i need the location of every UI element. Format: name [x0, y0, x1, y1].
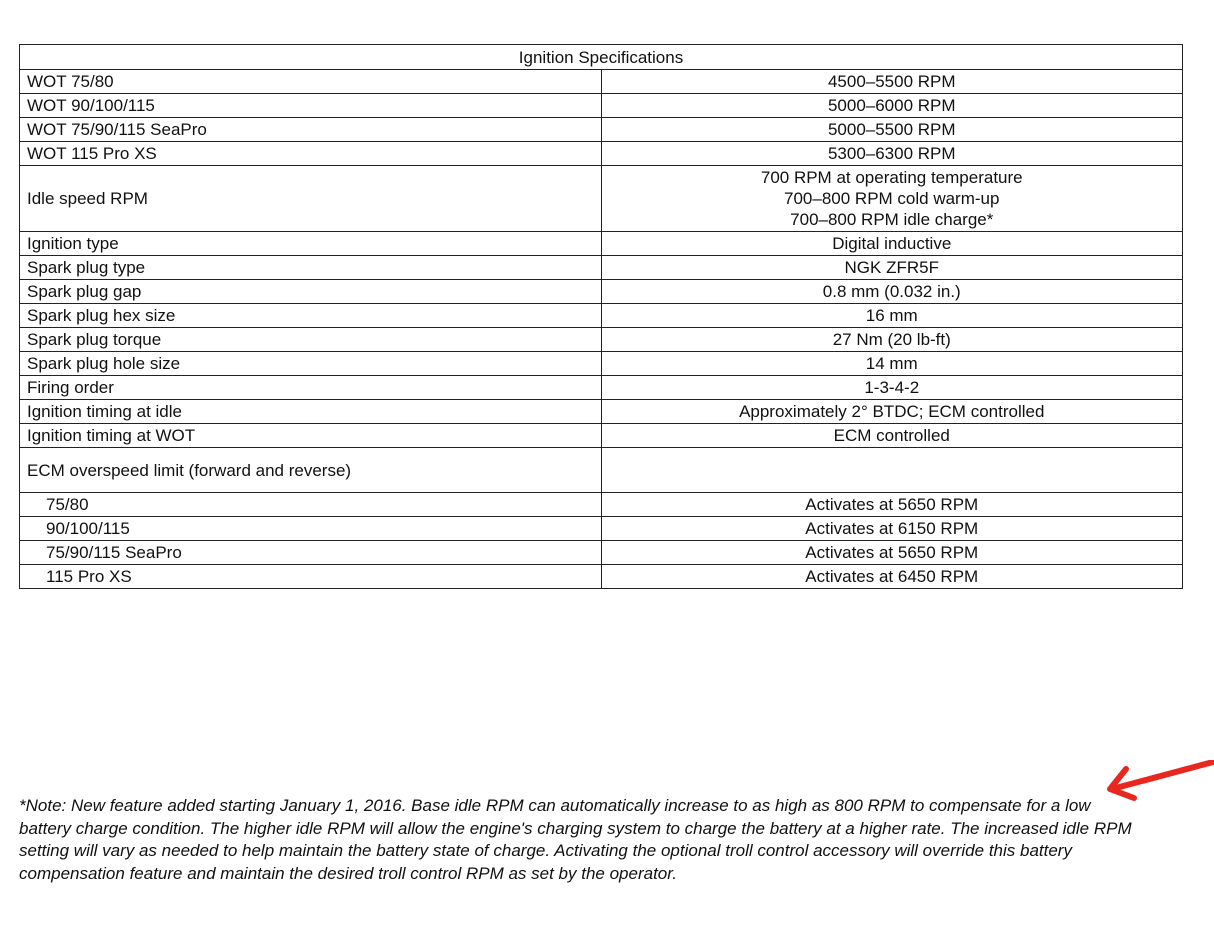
table-row — [20, 493, 1183, 517]
spec-value — [601, 304, 1183, 328]
table-title: Ignition Specifications — [20, 45, 1183, 70]
spec-value-line: Activates at 6150 RPM — [805, 519, 979, 538]
spec-label: ECM overspeed limit (forward and reverse) — [20, 448, 602, 493]
spec-value-line: 700 RPM at operating temperature — [760, 168, 1023, 187]
table-row — [20, 304, 1183, 328]
table-row — [20, 232, 1183, 256]
spec-value — [601, 118, 1183, 142]
spec-value — [601, 94, 1183, 118]
spec-value-line: Digital inductive — [832, 234, 952, 253]
spec-value — [601, 352, 1183, 376]
table-row — [20, 352, 1183, 376]
spec-label: WOT 115 Pro XS — [20, 142, 602, 166]
footnote: *Note: New feature added starting January 1, 2016. Base idle RPM can automatically increase to as high as 800 RPM to compensate for a low battery charge condition. The higher idle RPM will allow the engine's charging system to charge the battery at a higher rate. The increased idle RPM setting will vary as needed to help maintain the battery state of charge. Activating the optional troll control accessory will override this battery compensation feature and maintain the desired troll control RPM as set by the operator. — [19, 796, 1132, 883]
red-arrow-icon — [1100, 760, 1214, 804]
spec-value-line: ECM controlled — [833, 426, 950, 445]
spec-value — [601, 424, 1183, 448]
table-row — [20, 280, 1183, 304]
spec-label: Spark plug hole size — [20, 352, 602, 376]
table-row — [20, 328, 1183, 352]
spec-label: Spark plug hex size — [20, 304, 602, 328]
spec-label: Spark plug gap — [20, 280, 602, 304]
spec-label: Ignition type — [20, 232, 602, 256]
spec-value-line: 1-3-4-2 — [864, 378, 920, 397]
spec-label: Spark plug torque — [20, 328, 602, 352]
table-row — [20, 376, 1183, 400]
table-row — [20, 517, 1183, 541]
spec-value-line: 5000–5500 RPM — [827, 120, 956, 139]
spec-label: Spark plug type — [20, 256, 602, 280]
spec-value — [601, 541, 1183, 565]
spec-value-line: Activates at 6450 RPM — [805, 567, 979, 586]
spec-label: 115 Pro XS — [20, 565, 602, 589]
spec-value — [601, 400, 1183, 424]
spec-label: 75/80 — [20, 493, 602, 517]
spec-value — [601, 448, 1183, 493]
table-row — [20, 565, 1183, 589]
spec-label: 75/90/115 SeaPro — [20, 541, 602, 565]
arrow-shaft — [1112, 762, 1213, 789]
spec-label: WOT 75/80 — [20, 70, 602, 94]
spec-value — [601, 142, 1183, 166]
spec-value-line: 5300–6300 RPM — [827, 144, 956, 163]
spec-value — [601, 517, 1183, 541]
table-row — [20, 94, 1183, 118]
spec-value — [601, 166, 1183, 232]
spec-label: Ignition timing at WOT — [20, 424, 602, 448]
table-title-row — [20, 45, 1183, 70]
spec-value-line: Approximately 2° BTDC; ECM controlled — [739, 402, 1045, 421]
table-row — [20, 541, 1183, 565]
spec-value-line: Activates at 5650 RPM — [805, 543, 979, 562]
spec-value-line: 5000–6000 RPM — [827, 96, 956, 115]
spec-label: Ignition timing at idle — [20, 400, 602, 424]
spec-value — [601, 70, 1183, 94]
spec-value — [601, 565, 1183, 589]
spec-value-line: 14 mm — [865, 354, 918, 373]
table-row — [20, 142, 1183, 166]
table-row — [20, 70, 1183, 94]
spec-label: WOT 75/90/115 SeaPro — [20, 118, 602, 142]
table-row — [20, 118, 1183, 142]
spec-label: 90/100/115 — [20, 517, 602, 541]
table-row — [20, 400, 1183, 424]
table-row — [20, 166, 1183, 232]
spec-value — [601, 328, 1183, 352]
spec-value — [601, 493, 1183, 517]
spec-label: WOT 90/100/115 — [20, 94, 602, 118]
spec-label: Idle speed RPM — [20, 166, 602, 232]
table-row — [20, 448, 1183, 493]
spec-value-line: 27 Nm (20 lb-ft) — [832, 330, 951, 349]
table-body — [20, 70, 1183, 589]
spec-value-line: 700–800 RPM idle charge* — [790, 210, 994, 229]
spec-value-line: 16 mm — [865, 306, 918, 325]
spec-value — [601, 280, 1183, 304]
spec-value-line: Activates at 5650 RPM — [805, 495, 979, 514]
table-row — [20, 256, 1183, 280]
spec-value — [601, 232, 1183, 256]
ignition-spec-table — [19, 44, 1183, 589]
spec-value-line: NGK ZFR5F — [844, 258, 939, 277]
spec-value-line: 4500–5500 RPM — [827, 72, 956, 91]
spec-value — [601, 376, 1183, 400]
spec-value — [601, 256, 1183, 280]
spec-value-line: 0.8 mm (0.032 in.) — [822, 282, 961, 301]
spec-value-line: 700–800 RPM cold warm-up — [784, 189, 1000, 208]
table-row — [20, 424, 1183, 448]
spec-label: Firing order — [20, 376, 602, 400]
